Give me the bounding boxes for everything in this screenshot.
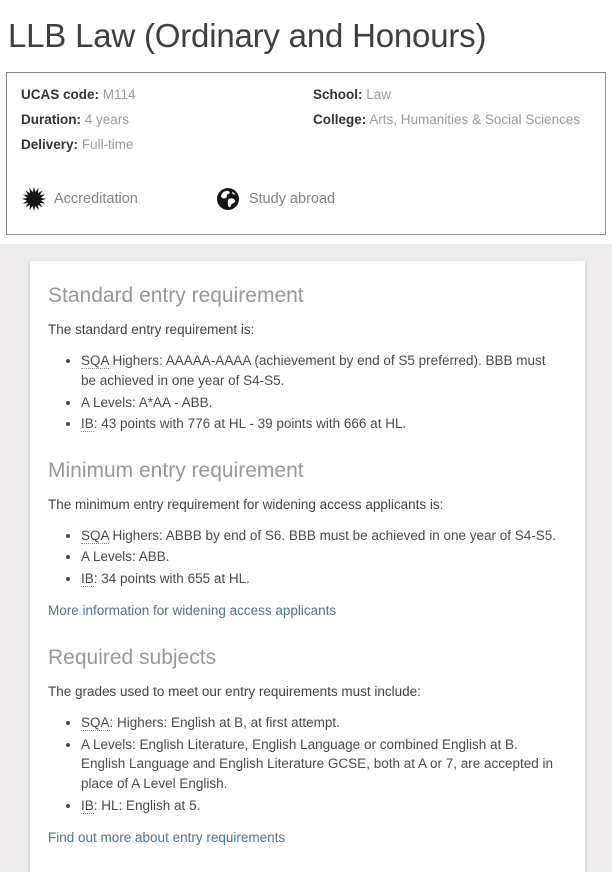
- abbr-term: IB: [81, 570, 94, 586]
- course-badges: [21, 186, 591, 212]
- requirement-item: [81, 547, 565, 567]
- requirement-text: A Levels: A*AA - ABB.: [81, 394, 213, 410]
- requirement-text: : Highers: English at B, at first attempt.: [109, 715, 340, 731]
- field-label: College:: [313, 111, 367, 127]
- field-label: Delivery:: [21, 137, 79, 153]
- section-heading-required-subjects: Required subjects: [48, 646, 217, 670]
- requirement-text: Highers: ABBB by end of S6. BBB must be achieved in one year of S4-S5.: [108, 527, 557, 543]
- study-abroad-badge: [216, 186, 335, 212]
- field-value: Law: [366, 86, 392, 102]
- content-background: [0, 244, 612, 872]
- requirement-text: : 34 points with 655 at HL.: [93, 570, 250, 586]
- course-info-grid: [21, 80, 591, 161]
- field-delivery: [21, 135, 299, 155]
- requirement-item: [81, 713, 565, 733]
- requirement-text: A Levels: English Literature, English Language or combined English at B. English Language and English Literature GCSE, both at A or 7, are accepted in place of A Level English.: [81, 736, 554, 792]
- requirement-item: [81, 735, 565, 794]
- abbr-term: IB: [81, 416, 94, 432]
- field-value: 4 years: [84, 111, 130, 127]
- field-value: Full-time: [81, 137, 134, 153]
- requirement-item: [81, 393, 565, 413]
- standard-entry-intro: The standard entry requirement is:: [48, 322, 255, 338]
- minimum-entry-intro: The minimum entry requirement for widening access applicants is:: [48, 496, 444, 512]
- requirement-text: A Levels: ABB.: [81, 549, 170, 565]
- required-subjects-intro: The grades used to meet our entry requirements must include:: [48, 684, 421, 700]
- accreditation-label: Accreditation: [54, 191, 138, 208]
- abbr-term: SQA: [81, 715, 110, 731]
- info-column-left: [21, 80, 299, 161]
- requirement-item: [81, 526, 565, 546]
- accreditation-badge: [21, 186, 138, 212]
- page-header: [0, 0, 612, 59]
- section-heading-standard-entry: Standard entry requirement: [48, 284, 304, 308]
- entry-requirements-link[interactable]: Find out more about entry requirements: [48, 830, 286, 846]
- requirement-item: [81, 351, 565, 390]
- field-label: UCAS code:: [21, 86, 100, 102]
- abbr-term: SQA: [81, 353, 109, 369]
- field-value: Arts, Humanities & Social Sciences: [369, 111, 581, 127]
- standard-entry-list: [48, 351, 565, 433]
- field-value: M114: [102, 86, 136, 102]
- widening-access-link[interactable]: More information for widening access applicants: [48, 603, 337, 619]
- field-label: Duration:: [21, 111, 81, 127]
- accreditation-icon: [21, 186, 47, 212]
- requirement-item: [81, 569, 565, 589]
- abbr-term: SQA: [81, 527, 109, 543]
- requirement-text: : HL: English at 5.: [93, 797, 201, 813]
- section-heading-minimum-entry: Minimum entry requirement: [48, 458, 304, 482]
- requirement-text: Highers: AAAAA-AAAA (achievement by end of S5 preferred). BBB must be achieved in one year of S4-S5.: [81, 353, 546, 388]
- abbr-term: IB: [81, 797, 94, 813]
- requirement-text: : 43 points with 776 at HL - 39 points with 666 at HL.: [93, 416, 407, 432]
- page-title: LLB Law (Ordinary and Honours): [8, 17, 487, 54]
- course-info-box: [6, 72, 606, 236]
- field-college: [313, 110, 591, 130]
- requirements-card: [30, 261, 585, 872]
- field-duration: [21, 110, 299, 130]
- requirement-item: [81, 414, 565, 434]
- field-school: [313, 85, 591, 105]
- minimum-entry-list: [48, 526, 565, 589]
- required-subjects-list: [48, 713, 565, 815]
- globe-icon: [216, 186, 242, 212]
- field-label: School:: [313, 86, 363, 102]
- field-ucas-code: [21, 85, 299, 105]
- study-abroad-label: Study abroad: [248, 191, 336, 208]
- info-column-right: [313, 80, 591, 161]
- requirement-item: [81, 796, 565, 816]
